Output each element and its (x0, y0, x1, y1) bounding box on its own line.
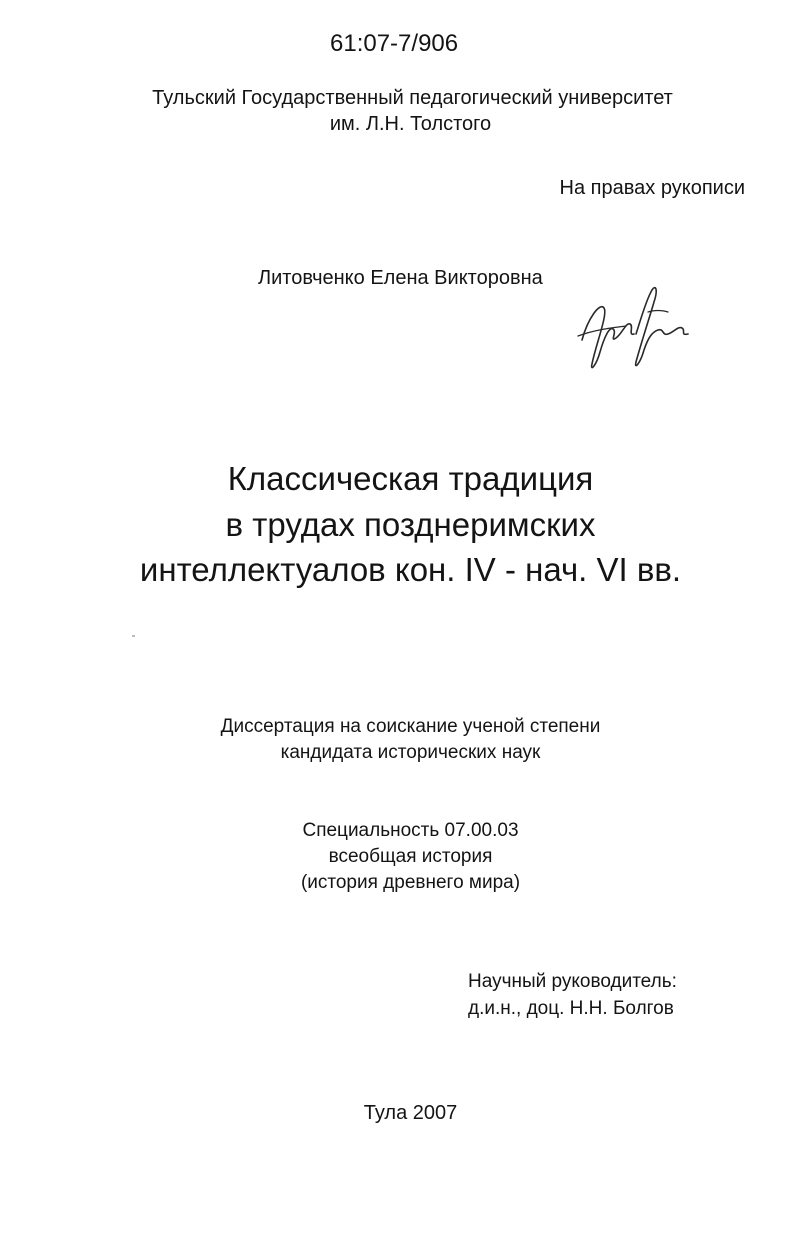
supervisor-label: Научный руководитель: (468, 971, 677, 992)
dissertation-title-line-2: в трудах позднеримских (225, 506, 596, 543)
author-name: Литовченко Елена Викторовна (258, 267, 543, 289)
handwritten-signature (570, 278, 700, 378)
dissertation-title-line-1: Классическая традиция (227, 460, 594, 497)
degree-statement-line-1: Диссертация на соискание ученой степени (220, 716, 601, 737)
degree-statement-line-2: кандидата исторических наук (280, 742, 541, 763)
scan-speck (132, 635, 135, 637)
catalog-number: 61:07-7/906 (330, 30, 459, 57)
specialty-code: Специальность 07.00.03 (302, 820, 519, 841)
supervisor-name: д.и.н., доц. Н.Н. Болгов (468, 998, 674, 1019)
specialty-subfield: (история древнего мира) (300, 872, 521, 893)
university-name: Тульский Государственный педагогический университет (152, 87, 673, 109)
manuscript-rights: На правах рукописи (559, 177, 745, 199)
university-name-line-2: им. Л.Н. Толстого (329, 113, 492, 135)
specialty-field: всеобщая история (328, 846, 493, 867)
city-year: Тула 2007 (363, 1102, 458, 1124)
dissertation-title-line-3: интеллектуалов кон. IV - нач. VI вв. (139, 551, 682, 588)
